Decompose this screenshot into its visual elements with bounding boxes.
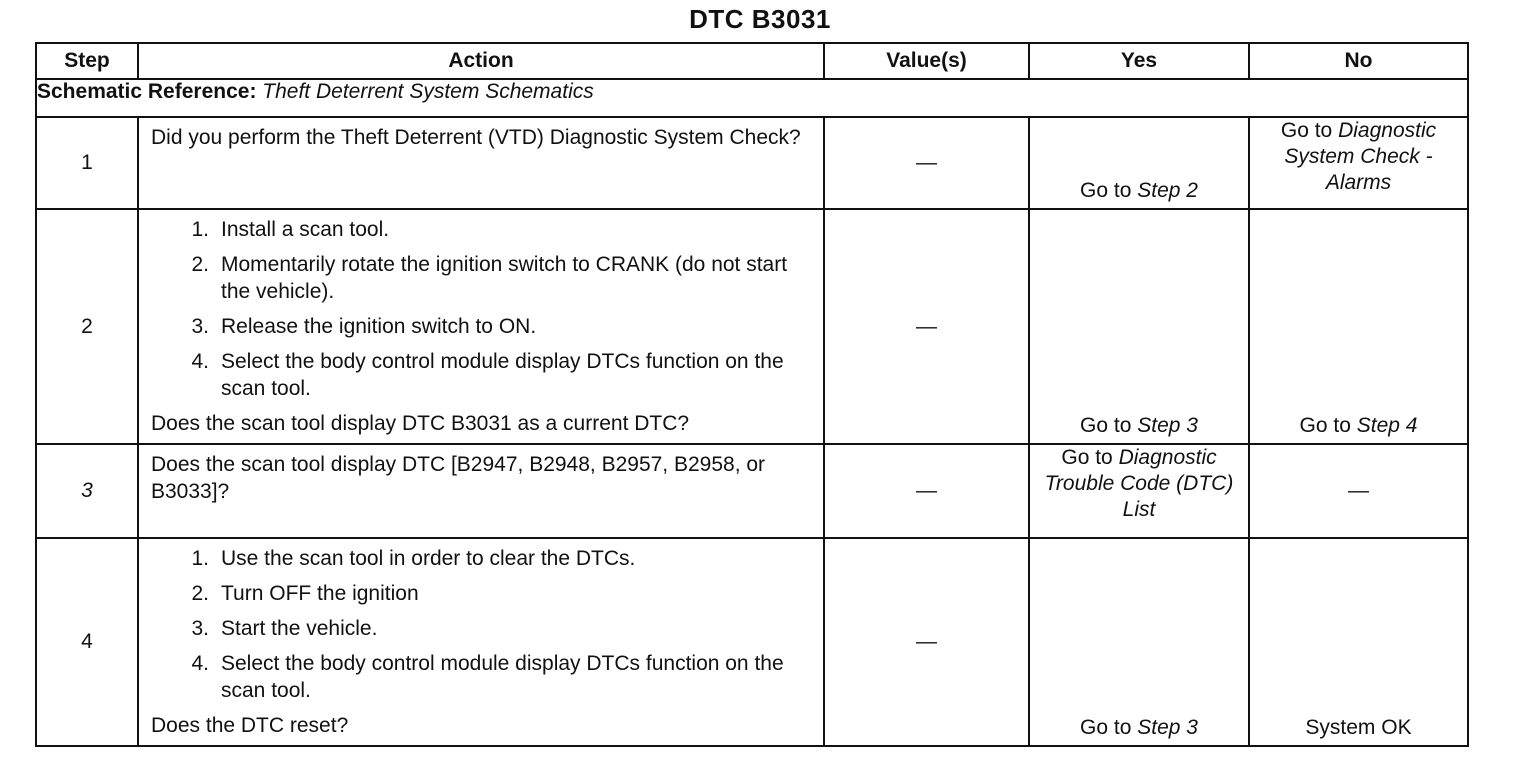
- table-row: [36, 117, 1468, 209]
- step-number: 2: [36, 209, 138, 444]
- yes-cell: [1029, 209, 1249, 444]
- table-row: [36, 444, 1468, 538]
- value-cell: —: [824, 209, 1029, 444]
- schematic-reference: [36, 79, 1468, 117]
- no-result: System OK: [1305, 716, 1412, 739]
- document-title: DTC B3031: [689, 4, 831, 34]
- goto-ref: Diagnostic System Check - Alarms: [1284, 119, 1437, 194]
- action-steps: [151, 545, 811, 704]
- action-step: 4. Select the body control module display DTCs function on the scan tool.: [191, 652, 784, 702]
- table-row: [36, 538, 1468, 746]
- goto-ref: Step 3: [1137, 716, 1198, 739]
- no-cell: —: [1249, 444, 1468, 538]
- step-number: 1: [36, 117, 138, 209]
- action-step: 1. Install a scan tool.: [191, 218, 390, 241]
- header-step: Step: [36, 43, 138, 79]
- header-row: [36, 43, 1468, 79]
- action-text: Does the scan tool display DTC [B2947, B2948, B2957, B2958, or B3033]?: [151, 453, 766, 503]
- header-values: Value(s): [824, 43, 1029, 79]
- header-no: No: [1249, 43, 1468, 79]
- schematic-reference-row: [36, 79, 1468, 117]
- schematic-label: Schematic Reference:: [37, 80, 257, 103]
- goto-ref: Step 3: [1137, 414, 1198, 437]
- action-cell: [138, 444, 824, 538]
- no-goto[interactable]: [1250, 413, 1467, 439]
- action-step: 4. Select the body control module display DTCs function on the scan tool.: [191, 350, 784, 400]
- yes-goto[interactable]: [1030, 715, 1248, 741]
- goto-prefix: Go to: [1280, 119, 1333, 142]
- action-steps: [151, 216, 811, 402]
- yes-goto[interactable]: [1030, 178, 1248, 204]
- no-goto[interactable]: [1250, 118, 1467, 196]
- step-number: 3: [36, 444, 138, 538]
- value-cell: —: [824, 117, 1029, 209]
- yes-goto[interactable]: [1030, 413, 1248, 439]
- goto-prefix: Go to: [1061, 446, 1113, 469]
- yes-goto[interactable]: [1030, 445, 1248, 523]
- action-cell: [138, 117, 824, 209]
- goto-prefix: Go to: [1080, 179, 1132, 202]
- goto-ref: Diagnostic Trouble Code (DTC) List: [1044, 446, 1234, 521]
- step-number: 4: [36, 538, 138, 746]
- no-cell: [1249, 538, 1468, 746]
- action-step: 1. Use the scan tool in order to clear the DTCs.: [191, 547, 636, 570]
- action-step: 3. Release the ignition switch to ON.: [191, 315, 537, 338]
- value-cell: —: [824, 444, 1029, 538]
- goto-ref: Step 2: [1137, 179, 1198, 202]
- yes-cell: [1029, 538, 1249, 746]
- action-question: Does the DTC reset?: [151, 714, 349, 737]
- diagnostic-table: [35, 42, 1469, 747]
- yes-cell: [1029, 444, 1249, 538]
- no-cell: [1249, 209, 1468, 444]
- action-step: 2. Turn OFF the ignition: [191, 582, 419, 605]
- action-cell: [138, 538, 824, 746]
- header-yes: Yes: [1029, 43, 1249, 79]
- action-question: Does the scan tool display DTC B3031 as a current DTC?: [151, 412, 690, 435]
- header-action: Action: [138, 43, 824, 79]
- action-step: 2. Momentarily rotate the ignition switch to CRANK (do not start the vehicle).: [191, 253, 788, 303]
- goto-prefix: Go to: [1080, 716, 1132, 739]
- schematic-link[interactable]: Theft Deterrent System Schematics: [262, 80, 594, 103]
- action-text: Did you perform the Theft Deterrent (VTD) Diagnostic System Check?: [151, 126, 801, 149]
- value-cell: —: [824, 538, 1029, 746]
- action-step: 3. Start the vehicle.: [191, 617, 378, 640]
- goto-prefix: Go to: [1080, 414, 1132, 437]
- yes-cell: [1029, 117, 1249, 209]
- no-cell: [1249, 117, 1468, 209]
- goto-ref: Step 4: [1356, 414, 1418, 437]
- table-row: [36, 209, 1468, 444]
- goto-prefix: Go to: [1299, 414, 1351, 437]
- action-cell: [138, 209, 824, 444]
